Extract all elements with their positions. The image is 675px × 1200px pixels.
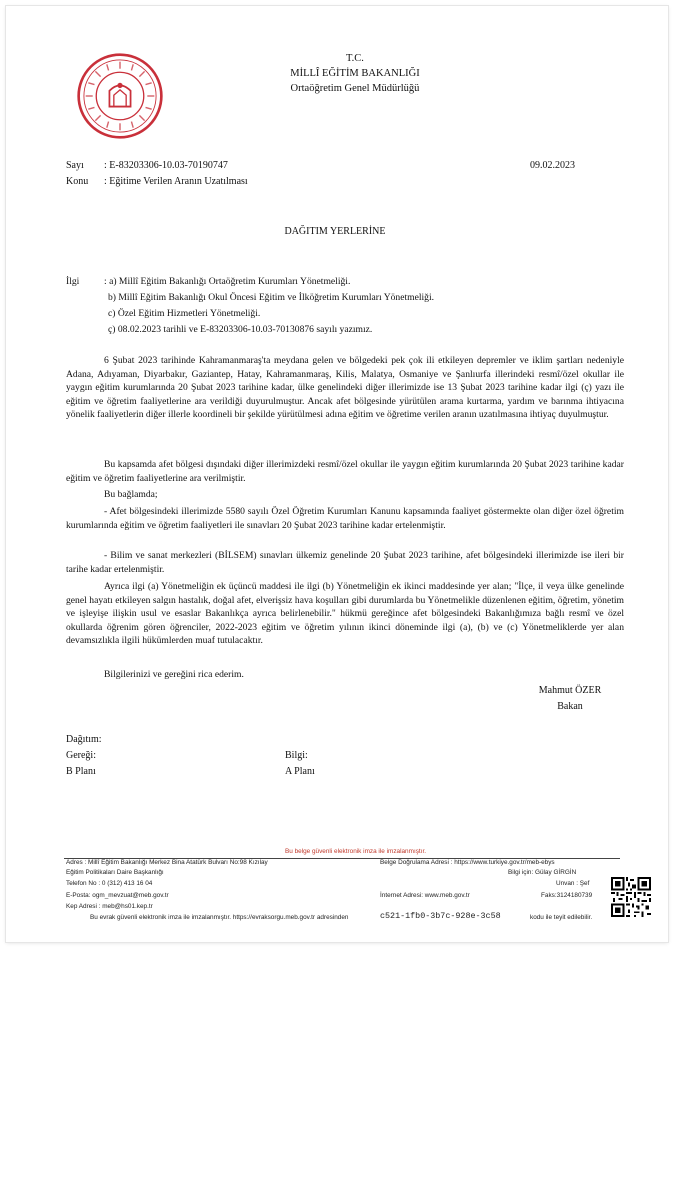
footer-department: Eğitim Politikaları Daire Başkanlığı (66, 869, 164, 876)
distribution-bilgi-label: Bilgi: (285, 750, 308, 761)
body-paragraph-2: Bu kapsamda afet bölgesi dışındaki diğer illerimizdeki resmî/özel okullar ile yaygın eğitim kurumlarında 20 Şubat 2023 tarihine kadar eğitim ve öğretim faaliyetlerine ara verilmiştir. (66, 459, 624, 484)
body-paragraph-7: Bilgilerinizi ve gereğini rica ederim. (104, 669, 244, 680)
body-paragraph-3: Bu bağlamda; (104, 489, 158, 500)
header-directorate: Ortaöğretim Genel Müdürlüğü (290, 83, 420, 94)
konu-label: Konu (66, 176, 89, 187)
body-paragraph-6: Ayrıca ilgi (a) Yönetmeliğin ek üçüncü maddesi ile ilgi (b) Yönetmeliğin ek ikinci maddesinde yer alan; "İlçe, il veya ülke genelinde genel hayatı etkileyen salgın hastalık, doğal afet, elverişsiz hava koşulları gibi durumlarda bu Yönetmelikle düzenlenen eğitim, öğretim, yönetim ve işleyişe ilişkin usul ve esaslar Bakanlıkça ayrıca belirlenebilir." hükmü gereğince afet bölgesindeki Bakanlığımıza bağlı resmî ve özel okullarda öğrenim gören öğrenciler, 2022-2023 eğitim ve öğretim yılının ikinci döneminde ilgi (a), (b) ve (c) Yönetmeliklerde yer alan devamsızlıkla ilgili hükümlerden muaf tutulacaktır. (66, 581, 624, 646)
ilgi-item-cc: ç) 08.02.2023 tarihli ve E-83203306-10.03-70130876 sayılı yazımız. (108, 324, 373, 335)
footer-web: İnternet Adresi: www.meb.gov.tr (380, 892, 470, 899)
distribution-title: Dağıtım: (66, 734, 102, 745)
body-paragraph-1: 6 Şubat 2023 tarihinde Kahramanmaraş'ta meydana gelen ve bölgedeki pek çok ili etkileyen depremler ve iklim şartları nedeniyle Adana, Adıyaman, Diyarbakır, Gaziantep, Hatay, Kahramanmaraş, Kilis, Malatya, Osmaniye ve Şanlıurfa illerindeki resmî/özel okullar ile yaygın eğitim kurumlarında 20 Şubat 2023 tarihine kadar, ülke genelindeki diğer illerimizde ise 13 Şubat 2023 tarihine kadar ilgi (ç) yazı ile eğitim ve öğretim faaliyetlerine ara verildiği duyurulmuştur. Ancak afet bölgesinde yürütülen arama kurtarma, yardım ve barınma ihtiyacına yönelik faaliyetlerin diğer illerle koordineli bir şekilde yürütülmesi adına eğitim ve öğretime verilen aranın uzatılmasına ihtiyaç duyulmuştur. (66, 355, 624, 420)
ilgi-item-a: : a) Millî Eğitim Bakanlığı Ortaöğretim Kurumları Yönetmeliği. (104, 276, 351, 287)
esign-notice: Bu belge güvenli elektronik imza ile imzalanmıştır. (285, 848, 427, 855)
ilgi-label: İlgi (66, 276, 80, 287)
footer-address: Adres : Millî Eğitim Bakanlığı Merkez Bina Atatürk Bulvarı No:98 Kızılay (66, 859, 268, 866)
konu-value: : Eğitime Verilen Aranın Uzatılması (104, 176, 248, 187)
body-paragraph-5: - Bilim ve sanat merkezleri (BİLSEM) sınavları ülkemiz genelinde 20 Şubat 2023 tarihine, afet bölgesindeki illerimizde ise ileri bir tarihe kadar ertelenmiştir. (66, 550, 624, 575)
recipient-heading: DAĞITIM YERLERİNE (284, 226, 386, 237)
footer-unvan: Unvan : Şef (556, 880, 590, 887)
ilgi-item-c: c) Özel Eğitim Hizmetleri Yönetmeliği. (108, 308, 261, 319)
ilgi-item-b: b) Millî Eğitim Bakanlığı Okul Öncesi Eğitim ve İlköğretim Kurumları Yönetmeliği. (108, 292, 435, 303)
footer-verify-post: kodu ile teyit edilebilir. (530, 914, 593, 921)
distribution-bilgi-value: A Planı (285, 766, 315, 777)
ministry-seal-logo (76, 52, 164, 140)
footer-phone: Telefon No : 0 (312) 413 16 04 (66, 880, 153, 887)
header-country: T.C. (346, 53, 364, 64)
footer-fax: Faks:3124180739 (541, 892, 593, 899)
document-date: 09.02.2023 (530, 160, 575, 171)
footer-email: E-Posta: ogm_mevzuat@meb.gov.tr (66, 892, 169, 899)
body-paragraph-4: - Afet bölgesindeki illerimizde 5580 sayılı Özel Öğretim Kurumları Kanunu kapsamında faaliyet göstermekte olan diğer özel öğretim kurumlarında eğitim ve öğretim faaliyetleri ile sınavları 20 Şubat 2023 tarihine kadar ertelenmiştir. (66, 506, 624, 531)
footer-kep: Kep Adresi : meb@hs01.kep.tr (66, 903, 153, 910)
signatory-name: Mahmut ÖZER (538, 685, 602, 696)
verification-code: c521-1fb0-3b7c-928e-3c58 (380, 911, 501, 921)
header-ministry: MİLLÎ EĞİTİM BAKANLIĞI (290, 68, 420, 79)
distribution-gereg-value: B Planı (66, 766, 96, 777)
footer-verify-pre: Bu evrak güvenli elektronik imza ile imzalanmıştır. https://evraksorgu.meb.gov.tr adresinden (90, 914, 349, 921)
qr-code-icon (611, 877, 651, 917)
footer-verify-address: Belge Doğrulama Adresi : https://www.turkiye.gov.tr/meb-ebys (380, 859, 555, 866)
signatory-title: Bakan (557, 701, 583, 712)
sayi-value: : E-83203306-10.03-70190747 (104, 160, 228, 171)
distribution-gereg-label: Gereği: (66, 750, 96, 761)
sayi-label: Sayı (66, 160, 84, 171)
footer-contact: Bilgi için: Gülay GİRGİN (508, 869, 577, 876)
